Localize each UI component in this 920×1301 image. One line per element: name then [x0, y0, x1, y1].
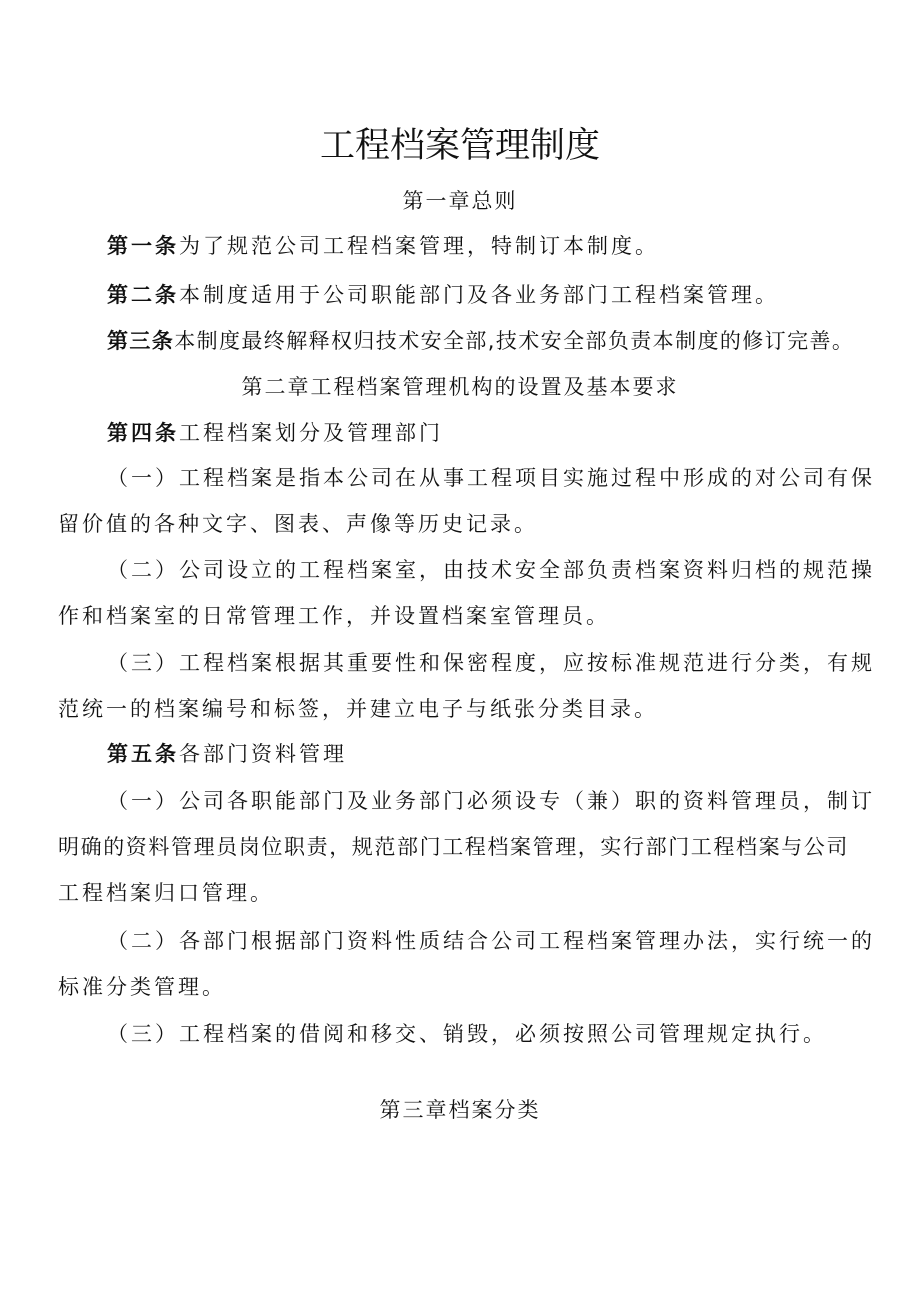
article-4-item-3-line-2: 范统一的档案编号和标签，并建立电子与纸张分类目录。: [58, 697, 658, 721]
article-5: [107, 739, 347, 769]
article-1-label: 第一条: [107, 234, 179, 258]
article-3-text: 本制度最终解释权归技术安全部,技术安全部负责本制度的修订完善。: [174, 329, 855, 353]
article-1-text: 为了规范公司工程档案管理，特制订本制度。: [179, 234, 659, 258]
article-4-label: 第四条: [107, 421, 179, 445]
chapter-3-heading: 第三章档案分类: [379, 1098, 541, 1122]
article-4: [107, 418, 443, 448]
article-4-item-3-line-1: （三）工程档案根据其重要性和保密程度，应按标准规范进行分类，有规: [107, 651, 875, 675]
chapter-2-heading: 第二章工程档案管理机构的设置及基本要求: [241, 375, 679, 399]
article-2-label: 第二条: [107, 283, 179, 307]
chapter-1-heading: 第一章总则: [402, 189, 518, 213]
article-2-text: 本制度适用于公司职能部门及各业务部门工程档案管理。: [179, 283, 779, 307]
article-5-item-1-line-2: 明确的资料管理员岗位职责，规范部门工程档案管理，实行部门工程档案与公司: [58, 835, 849, 859]
article-4-item-1-line-1: （一）工程档案是指本公司在从事工程项目实施过程中形成的对公司有保: [107, 466, 875, 490]
article-3: [107, 326, 854, 356]
article-1: [107, 231, 659, 261]
article-4-item-1-line-2: 留价值的各种文字、图表、声像等历史记录。: [58, 512, 538, 536]
article-5-label: 第五条: [107, 742, 179, 766]
article-4-text: 工程档案划分及管理部门: [179, 421, 443, 445]
article-5-item-3-line-1: （三）工程档案的借阅和移交、销毁，必须按照公司管理规定执行。: [107, 1022, 827, 1046]
article-5-item-1-line-1: （一）公司各职能部门及业务部门必须设专（兼）职的资料管理员，制订: [107, 789, 875, 813]
article-2: [107, 280, 779, 310]
article-4-item-2-line-2: 作和档案室的日常管理工作，并设置档案室管理员。: [58, 604, 610, 628]
article-5-item-2-line-2: 标准分类管理。: [58, 975, 226, 999]
article-5-item-2-line-1: （二）各部门根据部门资料性质结合公司工程档案管理办法，实行统一的: [107, 929, 875, 953]
article-5-item-1-line-3: 工程档案归口管理。: [58, 881, 274, 905]
article-5-text: 各部门资料管理: [179, 742, 347, 766]
document-title: 工程档案管理制度: [319, 126, 600, 166]
article-3-label: 第三条: [107, 329, 175, 353]
article-4-item-2-line-1: （二）公司设立的工程档案室，由技术安全部负责档案资料归档的规范操: [107, 558, 875, 582]
